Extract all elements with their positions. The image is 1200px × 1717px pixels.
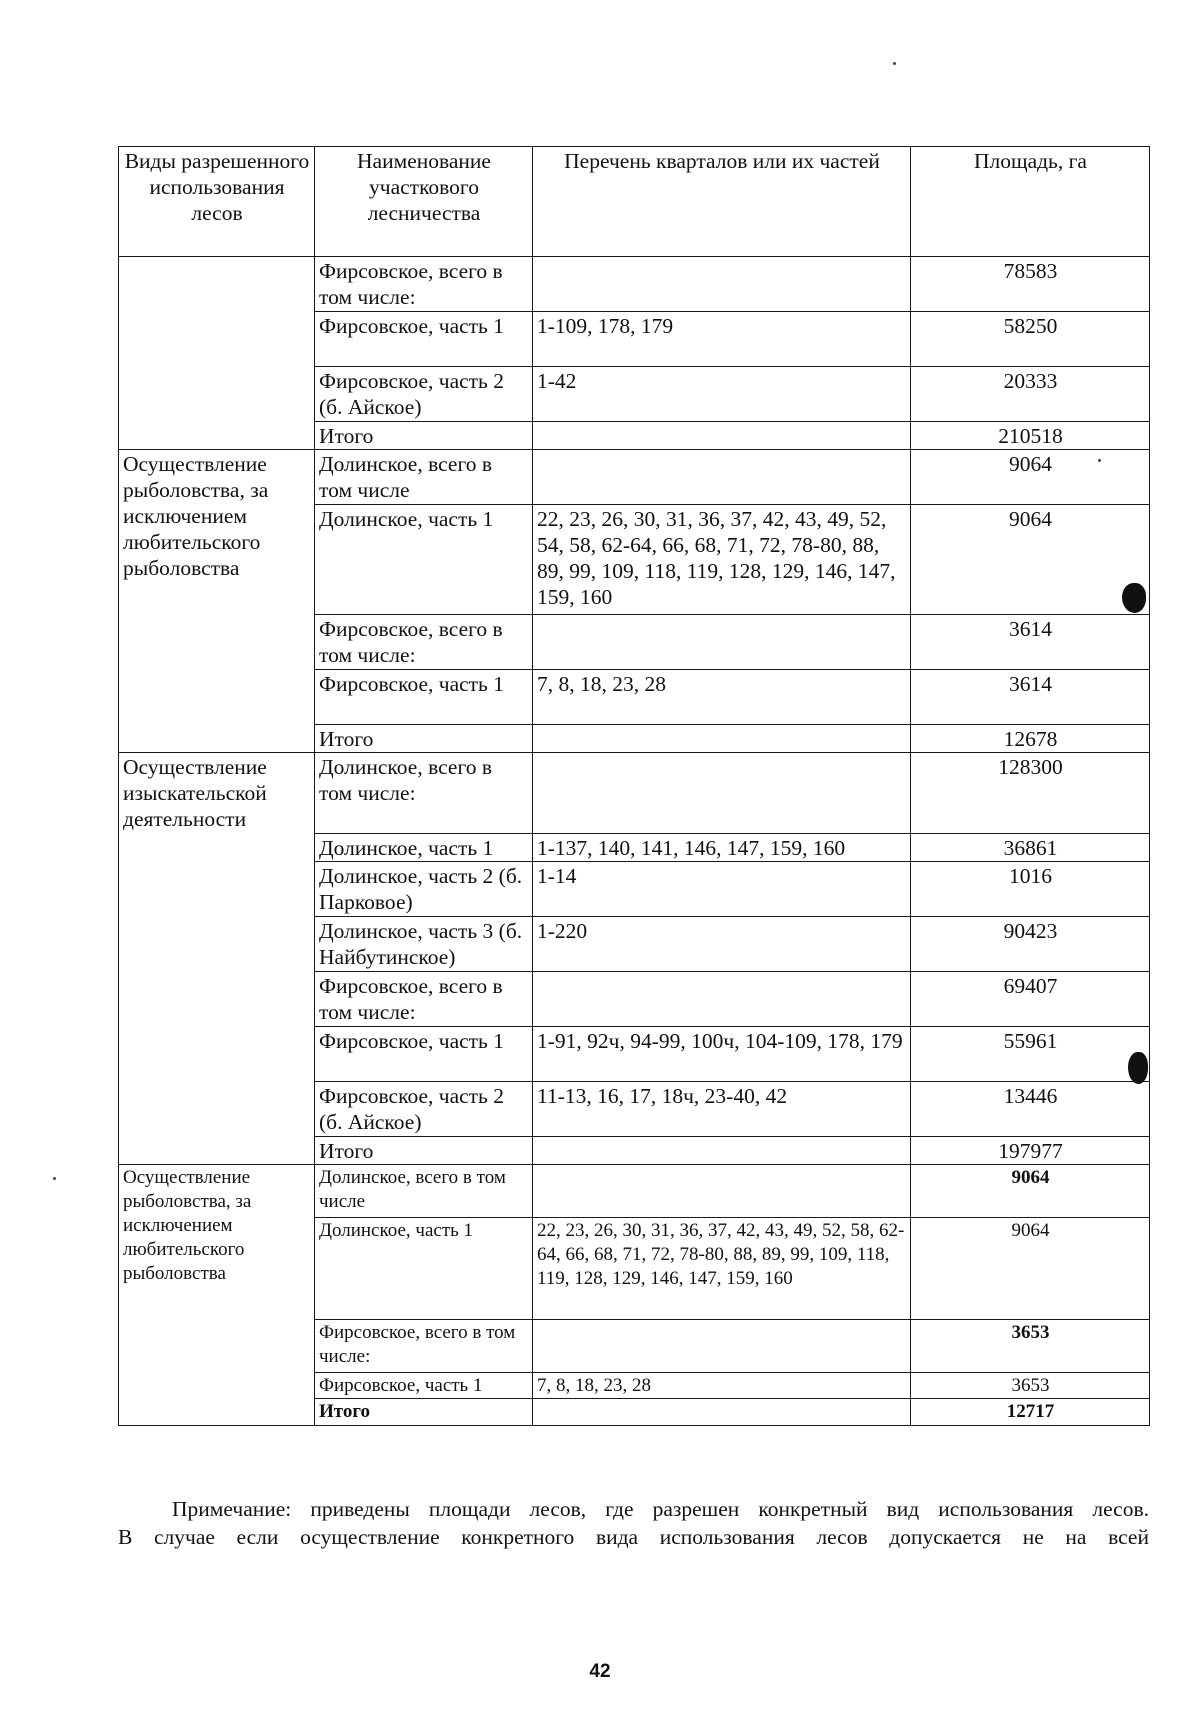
- area-cell: 69407: [911, 972, 1150, 1027]
- quarters-cell: [533, 1165, 911, 1218]
- quarters-cell: 1-137, 140, 141, 146, 147, 159, 160: [533, 834, 911, 862]
- header-quarters: Перечень кварталов или их частей: [533, 147, 911, 257]
- quarters-cell: 1-42: [533, 367, 911, 422]
- scan-speck: [53, 1177, 56, 1180]
- forestry-name-cell: Долинское, всего в том числе:: [315, 753, 533, 834]
- area-cell: 20333: [911, 367, 1150, 422]
- quarters-cell: [533, 257, 911, 312]
- table-header-row: [119, 147, 1150, 257]
- footnote-line-2: В случае если осуществление конкретного вида использования лесов допускается не на всей: [118, 1525, 1149, 1549]
- forestry-name-cell: Фирсовское, часть 1: [315, 312, 533, 367]
- forestry-name-cell: Фирсовское, часть 2 (б. Айское): [315, 367, 533, 422]
- forestry-name-cell: Долинское, часть 3 (б. Найбутинское): [315, 917, 533, 972]
- area-cell: 128300: [911, 753, 1150, 834]
- area-cell: 9064: [911, 450, 1150, 505]
- table-row: [119, 450, 1150, 505]
- area-cell: 90423: [911, 917, 1150, 972]
- area-cell: 78583: [911, 257, 1150, 312]
- area-cell: 12717: [911, 1399, 1150, 1426]
- scan-speck: [1098, 459, 1101, 462]
- ink-blot: [1128, 1052, 1148, 1084]
- forestry-name-cell: Долинское, часть 2 (б. Парковое): [315, 862, 533, 917]
- forestry-name-cell: Итого: [315, 725, 533, 753]
- area-cell: 3614: [911, 615, 1150, 670]
- table-row: [119, 1165, 1150, 1218]
- use-type-cell: Осуществление рыболовства, за исключением любительского рыболовства: [119, 450, 315, 753]
- forest-use-table: [118, 146, 1150, 1426]
- quarters-cell: [533, 753, 911, 834]
- area-cell: 3653: [911, 1373, 1150, 1399]
- quarters-cell: 1-109, 178, 179: [533, 312, 911, 367]
- quarters-cell: [533, 725, 911, 753]
- area-cell: 9064: [911, 1165, 1150, 1218]
- quarters-cell: [533, 422, 911, 450]
- forestry-name-cell: Фирсовское, всего в том числе:: [315, 615, 533, 670]
- footnote: [118, 1495, 1149, 1551]
- table-row: [119, 257, 1150, 312]
- quarters-cell: 7, 8, 18, 23, 28: [533, 1373, 911, 1399]
- forestry-name-cell: Фирсовское, часть 1: [315, 1027, 533, 1082]
- quarters-cell: 22, 23, 26, 30, 31, 36, 37, 42, 43, 49, 52, 54, 58, 62-64, 66, 68, 71, 72, 78-80, 88, 89, 99, 109, 118, 119, 128, 129, 146, 147, 159, 160: [533, 505, 911, 615]
- quarters-cell: [533, 972, 911, 1027]
- quarters-cell: [533, 1137, 911, 1165]
- forestry-name-cell: Фирсовское, всего в том числе:: [315, 972, 533, 1027]
- area-cell: 58250: [911, 312, 1150, 367]
- forestry-name-cell: Долинское, всего в том числе: [315, 1165, 533, 1218]
- forestry-name-cell: Фирсовское, часть 1: [315, 1373, 533, 1399]
- area-cell: 36861: [911, 834, 1150, 862]
- area-cell: 3653: [911, 1320, 1150, 1373]
- forestry-name-cell: Долинское, всего в том числе: [315, 450, 533, 505]
- table-row: [119, 753, 1150, 834]
- ink-blot: [1122, 583, 1146, 613]
- area-cell: 1016: [911, 862, 1150, 917]
- quarters-cell: [533, 450, 911, 505]
- forestry-name-cell: Фирсовское, часть 2 (б. Айское): [315, 1082, 533, 1137]
- forestry-name-cell: Фирсовское, всего в том числе:: [315, 1320, 533, 1373]
- forestry-name-cell: Долинское, часть 1: [315, 1218, 533, 1320]
- area-cell: 210518: [911, 422, 1150, 450]
- forestry-name-cell: Итого: [315, 1137, 533, 1165]
- area-cell: 3614: [911, 670, 1150, 725]
- quarters-cell: 1-220: [533, 917, 911, 972]
- quarters-cell: 1-91, 92ч, 94-99, 100ч, 104-109, 178, 179: [533, 1027, 911, 1082]
- area-cell: 13446: [911, 1082, 1150, 1137]
- quarters-cell: 11-13, 16, 17, 18ч, 23-40, 42: [533, 1082, 911, 1137]
- area-cell: 9064: [911, 1218, 1150, 1320]
- header-area: Площадь, га: [911, 147, 1150, 257]
- use-type-cell: [119, 257, 315, 450]
- header-forestry-name: Наименование участкового лесничества: [315, 147, 533, 257]
- area-cell: 9064: [911, 505, 1150, 615]
- forestry-name-cell: Итого: [315, 1399, 533, 1426]
- area-cell: 12678: [911, 725, 1150, 753]
- area-cell: 55961: [911, 1027, 1150, 1082]
- forestry-name-cell: Долинское, часть 1: [315, 834, 533, 862]
- quarters-cell: 22, 23, 26, 30, 31, 36, 37, 42, 43, 49, 52, 58, 62-64, 66, 68, 71, 72, 78-80, 88, 89, 99, 109, 118, 119, 128, 129, 146, 147, 159, 160: [533, 1218, 911, 1320]
- forestry-name-cell: Фирсовское, часть 1: [315, 670, 533, 725]
- forestry-name-cell: Долинское, часть 1: [315, 505, 533, 615]
- area-cell: 197977: [911, 1137, 1150, 1165]
- header-use-type: Виды разрешенного использования лесов: [119, 147, 315, 257]
- quarters-cell: 1-14: [533, 862, 911, 917]
- page-number: 42: [589, 1661, 611, 1682]
- use-type-cell: Осуществление изыскательской деятельности: [119, 753, 315, 1165]
- scan-speck: [893, 62, 896, 65]
- quarters-cell: [533, 615, 911, 670]
- footnote-line-1: Примечание: приведены площади лесов, где разрешен конкретный вид использования лесов.: [172, 1497, 1149, 1521]
- forestry-name-cell: Итого: [315, 422, 533, 450]
- use-type-cell: Осуществление рыболовства, за исключением любительского рыболовства: [119, 1165, 315, 1426]
- quarters-cell: [533, 1399, 911, 1426]
- quarters-cell: 7, 8, 18, 23, 28: [533, 670, 911, 725]
- forestry-name-cell: Фирсовское, всего в том числе:: [315, 257, 533, 312]
- quarters-cell: [533, 1320, 911, 1373]
